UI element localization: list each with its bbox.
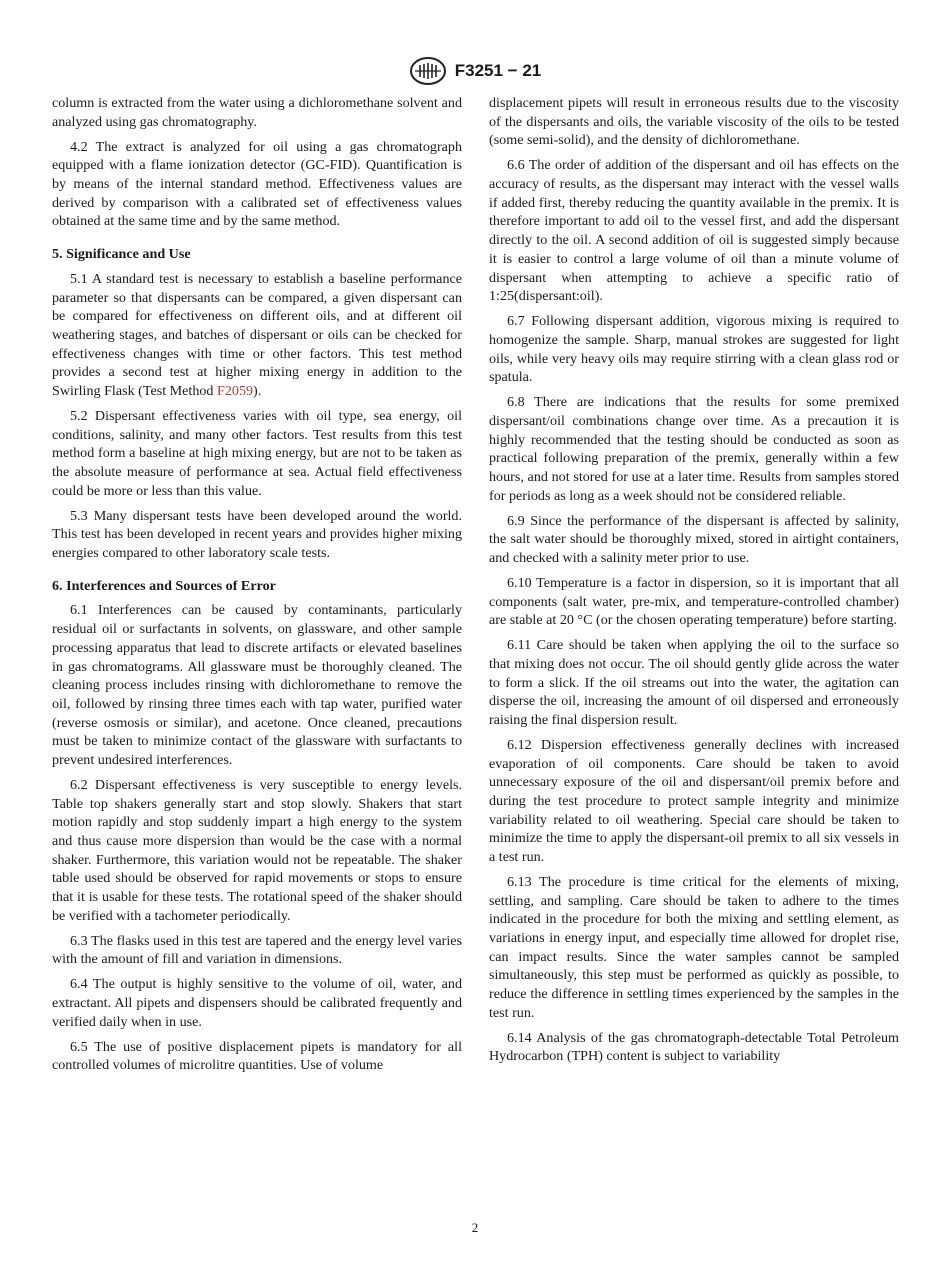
f2059-link[interactable]: F2059 — [217, 383, 254, 400]
paragraph-6-8: 6.8 There are indications that the results for some premixed dispersant/oil combinations change over time. As a precaution it is highly recommended that the testing should be conducted as soon as practical following preparation of the premix, generally within a few hours, and not stored for use at a later time. Results from samples stored for periods as long as a week should not be considered reliable. — [489, 394, 899, 504]
section-heading-5: 5. Significance and Use — [52, 246, 191, 263]
paragraph-6-9: 6.9 Since the performance of the dispersant is affected by salinity, the salt water should be thoroughly mixed, stored in airtight containers, and checked with a salinity meter prior to use. — [489, 512, 899, 566]
paragraph-6-12: 6.12 Dispersion effectiveness generally declines with increased evaporation of oil components. Care should be taken to avoid unnecessary exposure of the oil and dispersant/oil premix before and during the test procedure to protect sample integrity and minimize variability related to oil weathering. Special care should be taken to minimize the time to apply the dispersant-oil premix to all six vessels in a test run. — [489, 736, 899, 866]
paragraph-5-1-end: ). — [253, 383, 262, 400]
paragraph-5-1 — [52, 270, 462, 401]
paragraph-6-6: 6.6 The order of addition of the dispersant and oil has effects on the accuracy of results, as the dispersant may interact with the vessel walls if added first, thereby reducing the quantity available in the premix. It is therefore important to add oil to the vessel first, and add the dispersant directly to the oil. A second addition of oil is suggested simply because it is easier to control a large volume of oil than a minute volume of dispersant when attempting to achieve a specific ratio of 1:25(dispersant:oil). — [489, 157, 899, 305]
paragraph-6-1: 6.1 Interferences can be caused by contaminants, particularly residual oil or surfactants in solvents, on glassware, and other sample processing apparatus that lead to discrete artifacts or elevated baselines in gas chromatograms. All glassware must be thoroughly cleaned. The cleaning process includes rinsing with dichloromethane to remove the oil, followed by rinsing three times each with tap water, purified water (reverse osmosis or similar), and acetone. Once cleaned, precautions must be taken to minimize contact of the glassware with surfactants to prevent undesired interferences. — [52, 602, 462, 769]
paragraph-5-3: 5.3 Many dispersant tests have been developed around the world. This test has been developed in recent years and provides higher mixing energies compared to other laboratory scale tests. — [52, 507, 462, 562]
page-number: 2 — [471, 1220, 479, 1235]
paragraph-5-1-text: 5.1 A standard test is necessary to establish a baseline performance parameter so that dispersants can be compared, a given dispersant can be compared for effectiveness on different oils, and at different oil weathering stages, and batches of dispersant or oils can be checked for effectiveness changes with time or other factors. This test method provides a second test at higher mixing energy in addition to the Swirling Flask (Test Method — [52, 270, 462, 400]
paragraph-6-11: 6.11 Care should be taken when applying the oil to the surface so that mixing does not occur. The oil should gently glide across the water to form a slick. If the oil streams out into the water, the agitation can disperse the oil, increasing the amount of oil dispersed and erroneously raising the final dispersion result. — [489, 637, 899, 728]
paragraph-continued: displacement pipets will result in erroneous results due to the viscosity of the dispersants and oils, the variable viscosity of the oils to be tested (some semi-solid), and the density of dichloromethane. — [489, 95, 899, 149]
astm-logo-icon — [409, 56, 447, 86]
paragraph-6-2: 6.2 Dispersant effectiveness is very susceptible to energy levels. Table top shakers generally start and stop slowly. Shakers that start motion rapidly and stop suddenly impart a high energy to the system and thus cause more dispersion than would be the case with a normal shaker. Furthermore, this variation would not be repeatable. The shaker table used should be observed for rapid movements or stops to ensure that it is usable for these tests. The rotational speed of the shaker should be verified with a tachometer periodically. — [52, 776, 462, 924]
paragraph-5-2: 5.2 Dispersant effectiveness varies with oil type, sea energy, oil conditions, salinity, and many other factors. Test results from this test method form a baseline at high mixing energy, but are not to be taken as the absolute measure of performance at sea. Actual field effectiveness could be more or less than this value. — [52, 407, 462, 499]
paragraph-6-4: 6.4 The output is highly sensitive to the volume of oil, water, and extractant. All pipets and dispensers should be calibrated frequently and verified daily when in use. — [52, 976, 462, 1030]
paragraph-4-2: 4.2 The extract is analyzed for oil using a gas chromatograph equipped with a flame ionization detector (GC-FID). Quantification is by means of the internal standard method. Effectiveness values are derived by comparison with a calibrated set of effectiveness values obtained at the same time and by the same method. — [52, 138, 462, 230]
right-column — [489, 94, 899, 1072]
paragraph-6-14: 6.14 Analysis of the gas chromatograph-detectable Total Petroleum Hydrocarbon (TPH) content is subject to variability — [489, 1029, 899, 1065]
page-header — [0, 56, 950, 91]
paragraph-6-5: 6.5 The use of positive displacement pipets is mandatory for all controlled volumes of microlitre quantities. Use of volume — [52, 1038, 462, 1074]
paragraph-6-10: 6.10 Temperature is a factor in dispersion, so it is important that all components (salt water, pre-mix, and temperature-controlled chamber) are stable at 20 °C (or the chosen operating temperature) before starting. — [489, 574, 899, 629]
document-designation: F3251 − 21 — [454, 61, 542, 80]
left-column — [52, 94, 462, 1081]
paragraph-6-7: 6.7 Following dispersant addition, vigorous mixing is required to homogenize the sample. Sharp, manual strokes are suggested for light oils, while very heavy oils may require stirring with a clean glass rod or spatula. — [489, 313, 899, 386]
paragraph-6-3: 6.3 The flasks used in this test are tapered and the energy level varies with the amount of fill and variation in dimensions. — [52, 932, 462, 968]
section-heading-6: 6. Interferences and Sources of Error — [52, 577, 276, 594]
paragraph-continued: column is extracted from the water using a dichloromethane solvent and analyzed using gas chromatography. — [52, 95, 462, 130]
paragraph-6-13: 6.13 The procedure is time critical for the elements of mixing, settling, and sampling. Care should be taken to adhere to the times indicated in the procedure for both the mixing and settling element, as variations in energy input, and especially time allowed for droplet rise, can impact results. Since the water samples cannot be sampled simultaneously, this step must be performed as quickly as possible, to reduce the difference in settling times experienced by the samples in the test run. — [489, 873, 899, 1021]
